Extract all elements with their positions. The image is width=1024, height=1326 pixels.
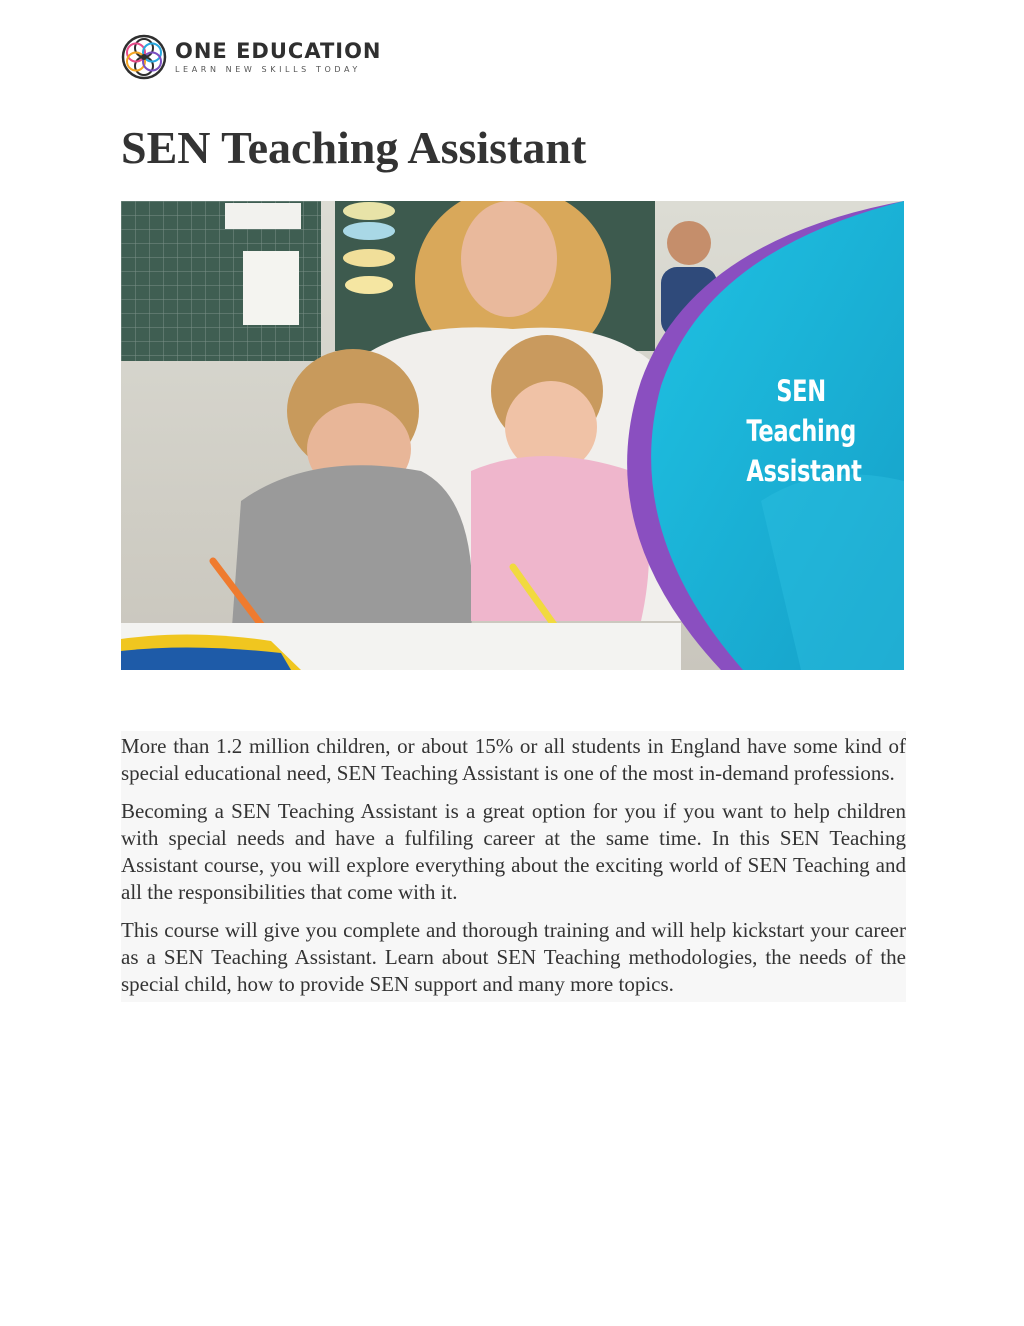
- flower-of-life-logo-icon: [121, 34, 167, 80]
- brand-tagline: LEARN NEW SKILLS TODAY: [175, 65, 361, 74]
- brand-name: ONE EDUCATION: [175, 39, 382, 63]
- page-title: SEN Teaching Assistant: [121, 122, 587, 173]
- paragraph: More than 1.2 million children, or about 15% or all students in England have some kind of special educational need, SEN Teaching Assistant is one of the most in-demand professions.: [121, 734, 906, 785]
- brand-logo[interactable]: [121, 32, 382, 82]
- course-description: [121, 731, 906, 1002]
- girl-shirt: [471, 456, 649, 621]
- teacher-face: [461, 201, 557, 317]
- hero-course-label: SEN Teaching Assistant: [746, 374, 862, 488]
- hero-image: [121, 201, 904, 670]
- paragraph: Becoming a SEN Teaching Assistant is a great option for you if you want to help children with special needs and have a fulfiling career at the same time. In this SEN Teaching Assistant course, you will explore everything about the exciting world of SEN Teaching and all the responsibilities that come with it.: [121, 799, 906, 904]
- boy-sweater: [231, 465, 472, 641]
- paragraph: This course will give you complete and thorough training and will help kickstart your career as a SEN Teaching Assistant. Learn about SEN Teaching methodologies, the needs of the special child, how to provide SEN support and many more topics.: [121, 918, 906, 996]
